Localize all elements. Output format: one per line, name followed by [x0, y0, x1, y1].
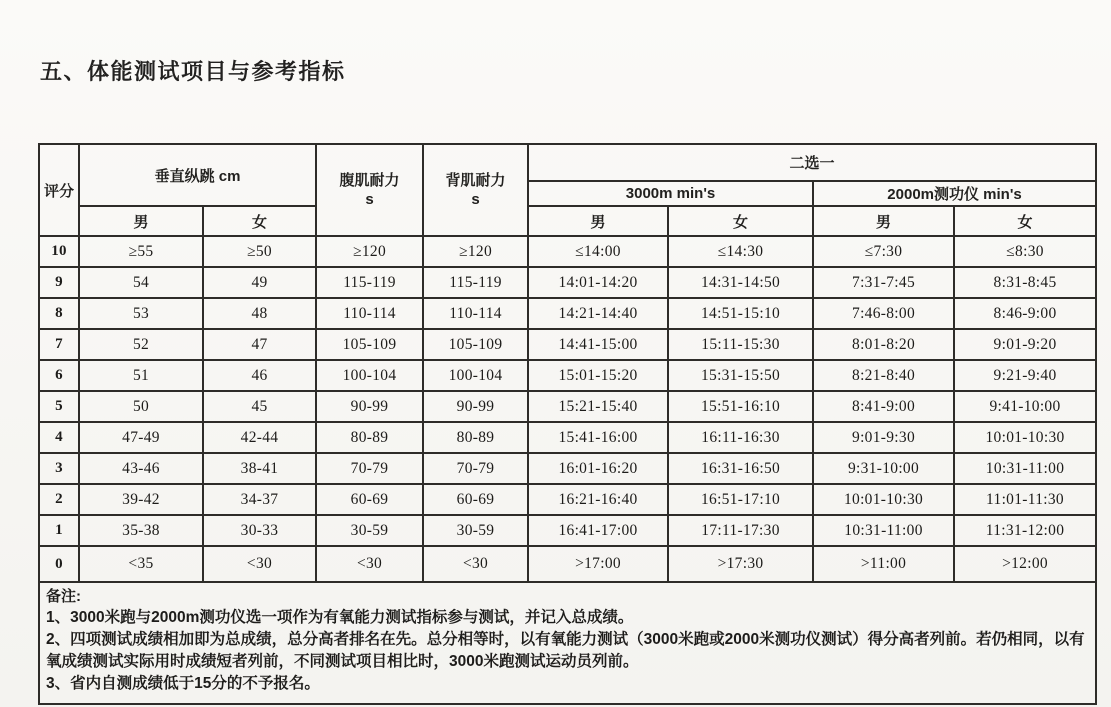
cell-erg-male: 9:31-10:00	[813, 453, 954, 484]
cell-score: 3	[39, 453, 79, 484]
cell-jump-female: 48	[203, 298, 316, 329]
cell-jump-male: 39-42	[79, 484, 203, 515]
cell-run-female: 14:51-15:10	[668, 298, 813, 329]
cell-jump-female: 30-33	[203, 515, 316, 546]
cell-jump-male: 35-38	[79, 515, 203, 546]
cell-erg-female: 10:31-11:00	[954, 453, 1096, 484]
cell-run-female: ≤14:30	[668, 236, 813, 267]
cell-back: 105-109	[423, 329, 528, 360]
header-erg-male: 男	[813, 206, 954, 236]
cell-score: 7	[39, 329, 79, 360]
header-abdominal-label: 腹肌耐力	[339, 172, 400, 189]
cell-run-female: >17:30	[668, 546, 813, 582]
cell-abdominal: ≥120	[316, 236, 423, 267]
cell-erg-male: 10:01-10:30	[813, 484, 954, 515]
cell-score: 4	[39, 422, 79, 453]
cell-back: ≥120	[423, 236, 528, 267]
header-back-label: 背肌耐力	[445, 172, 506, 189]
header-vertical-jump: 垂直纵跳 cm	[79, 144, 316, 206]
cell-abdominal: 105-109	[316, 329, 423, 360]
cell-jump-male: ≥55	[79, 236, 203, 267]
cell-erg-male: 9:01-9:30	[813, 422, 954, 453]
cell-run-male: 15:41-16:00	[528, 422, 668, 453]
table-row	[39, 484, 1096, 515]
cell-erg-male: ≤7:30	[813, 236, 954, 267]
cell-jump-female: 45	[203, 391, 316, 422]
cell-run-male: 16:41-17:00	[528, 515, 668, 546]
cell-jump-female: 38-41	[203, 453, 316, 484]
cell-run-male: 14:21-14:40	[528, 298, 668, 329]
cell-jump-male: 47-49	[79, 422, 203, 453]
cell-jump-female: 47	[203, 329, 316, 360]
cell-abdominal: 80-89	[316, 422, 423, 453]
cell-run-male: 15:21-15:40	[528, 391, 668, 422]
cell-jump-female: <30	[203, 546, 316, 582]
cell-abdominal: 70-79	[316, 453, 423, 484]
cell-back: 80-89	[423, 422, 528, 453]
cell-erg-male: 8:41-9:00	[813, 391, 954, 422]
cell-score: 0	[39, 546, 79, 582]
notes-label: 备注:	[46, 588, 81, 605]
cell-score: 10	[39, 236, 79, 267]
table-header	[39, 144, 1096, 236]
header-run-male: 男	[528, 206, 668, 236]
cell-jump-female: 49	[203, 267, 316, 298]
header-jump-female: 女	[203, 206, 316, 236]
header-erg-female: 女	[954, 206, 1096, 236]
cell-jump-female: 34-37	[203, 484, 316, 515]
cell-run-male: >17:00	[528, 546, 668, 582]
cell-back: 115-119	[423, 267, 528, 298]
cell-run-male: 14:01-14:20	[528, 267, 668, 298]
cell-erg-female: 8:31-8:45	[954, 267, 1096, 298]
cell-back: 100-104	[423, 360, 528, 391]
cell-abdominal: 60-69	[316, 484, 423, 515]
cell-score: 9	[39, 267, 79, 298]
cell-score: 6	[39, 360, 79, 391]
cell-erg-male: 7:46-8:00	[813, 298, 954, 329]
cell-score: 5	[39, 391, 79, 422]
note-item-1: 1、3000米跑与2000m测功仪选一项作为有氧能力测试指标参与测试，并记入总成绩。	[46, 609, 634, 626]
cell-score: 8	[39, 298, 79, 329]
cell-erg-male: 8:01-8:20	[813, 329, 954, 360]
header-back-endurance	[423, 144, 528, 236]
header-3000m-run: 3000m min's	[528, 181, 813, 206]
page-title: 五、体能测试项目与参考指标	[40, 59, 346, 84]
note-item-2: 2、四项测试成绩相加即为总成绩，总分高者排名在先。总分相等时，以有氧能力测试（3000米跑或2000米测功仪测试）得分高者列前。若仍相同，以有氧成绩测试实际用时成绩短者列前，不同测试项目相比时，3000米跑测试运动员列前。	[46, 631, 1085, 670]
cell-run-female: 15:11-15:30	[668, 329, 813, 360]
cell-score: 2	[39, 484, 79, 515]
cell-run-female: 17:11-17:30	[668, 515, 813, 546]
cell-jump-male: 51	[79, 360, 203, 391]
cell-erg-female: 11:31-12:00	[954, 515, 1096, 546]
cell-jump-male: 52	[79, 329, 203, 360]
cell-erg-male: 10:31-11:00	[813, 515, 954, 546]
table-notes	[39, 582, 1096, 704]
cell-run-female: 16:51-17:10	[668, 484, 813, 515]
cell-run-female: 14:31-14:50	[668, 267, 813, 298]
cell-run-female: 16:11-16:30	[668, 422, 813, 453]
cell-run-male: 14:41-15:00	[528, 329, 668, 360]
header-jump-male: 男	[79, 206, 203, 236]
header-choose-one: 二选一	[528, 144, 1096, 181]
cell-back: 70-79	[423, 453, 528, 484]
cell-erg-female: >12:00	[954, 546, 1096, 582]
cell-run-female: 16:31-16:50	[668, 453, 813, 484]
cell-run-female: 15:31-15:50	[668, 360, 813, 391]
table-row	[39, 360, 1096, 391]
cell-back: <30	[423, 546, 528, 582]
cell-run-male: ≤14:00	[528, 236, 668, 267]
header-score: 评分	[39, 144, 79, 236]
cell-jump-male: <35	[79, 546, 203, 582]
cell-erg-male: 8:21-8:40	[813, 360, 954, 391]
cell-erg-female: 9:21-9:40	[954, 360, 1096, 391]
header-back-unit: s	[471, 191, 480, 208]
cell-abdominal: 115-119	[316, 267, 423, 298]
cell-erg-female: 9:41-10:00	[954, 391, 1096, 422]
cell-erg-female: 8:46-9:00	[954, 298, 1096, 329]
cell-jump-male: 50	[79, 391, 203, 422]
header-abdominal-unit: s	[365, 191, 374, 208]
cell-erg-female: 9:01-9:20	[954, 329, 1096, 360]
cell-score: 1	[39, 515, 79, 546]
cell-erg-male: 7:31-7:45	[813, 267, 954, 298]
cell-abdominal: 110-114	[316, 298, 423, 329]
header-run-female: 女	[668, 206, 813, 236]
cell-abdominal: 90-99	[316, 391, 423, 422]
cell-run-male: 15:01-15:20	[528, 360, 668, 391]
cell-back: 60-69	[423, 484, 528, 515]
table-row	[39, 546, 1096, 582]
cell-jump-female: 42-44	[203, 422, 316, 453]
cell-back: 30-59	[423, 515, 528, 546]
cell-run-female: 15:51-16:10	[668, 391, 813, 422]
note-item-3: 3、省内自测成绩低于15分的不予报名。	[46, 675, 320, 692]
cell-jump-female: ≥50	[203, 236, 316, 267]
cell-back: 90-99	[423, 391, 528, 422]
table-row	[39, 329, 1096, 360]
cell-run-male: 16:21-16:40	[528, 484, 668, 515]
table-row	[39, 391, 1096, 422]
table-row	[39, 236, 1096, 267]
cell-erg-female: 10:01-10:30	[954, 422, 1096, 453]
cell-jump-male: 43-46	[79, 453, 203, 484]
cell-erg-male: >11:00	[813, 546, 954, 582]
table-row	[39, 515, 1096, 546]
table-body	[39, 236, 1096, 582]
cell-run-male: 16:01-16:20	[528, 453, 668, 484]
cell-jump-male: 53	[79, 298, 203, 329]
table-row	[39, 267, 1096, 298]
table-row	[39, 298, 1096, 329]
header-2000m-ergometer: 2000m测功仪 min's	[813, 181, 1096, 206]
cell-back: 110-114	[423, 298, 528, 329]
header-abdominal-endurance	[316, 144, 423, 236]
cell-erg-female: ≤8:30	[954, 236, 1096, 267]
cell-abdominal: 100-104	[316, 360, 423, 391]
table-row	[39, 422, 1096, 453]
notes-section	[39, 582, 1096, 704]
cell-jump-female: 46	[203, 360, 316, 391]
table-row	[39, 453, 1096, 484]
cell-erg-female: 11:01-11:30	[954, 484, 1096, 515]
cell-jump-male: 54	[79, 267, 203, 298]
fitness-score-table	[38, 143, 1097, 705]
cell-abdominal: 30-59	[316, 515, 423, 546]
cell-abdominal: <30	[316, 546, 423, 582]
